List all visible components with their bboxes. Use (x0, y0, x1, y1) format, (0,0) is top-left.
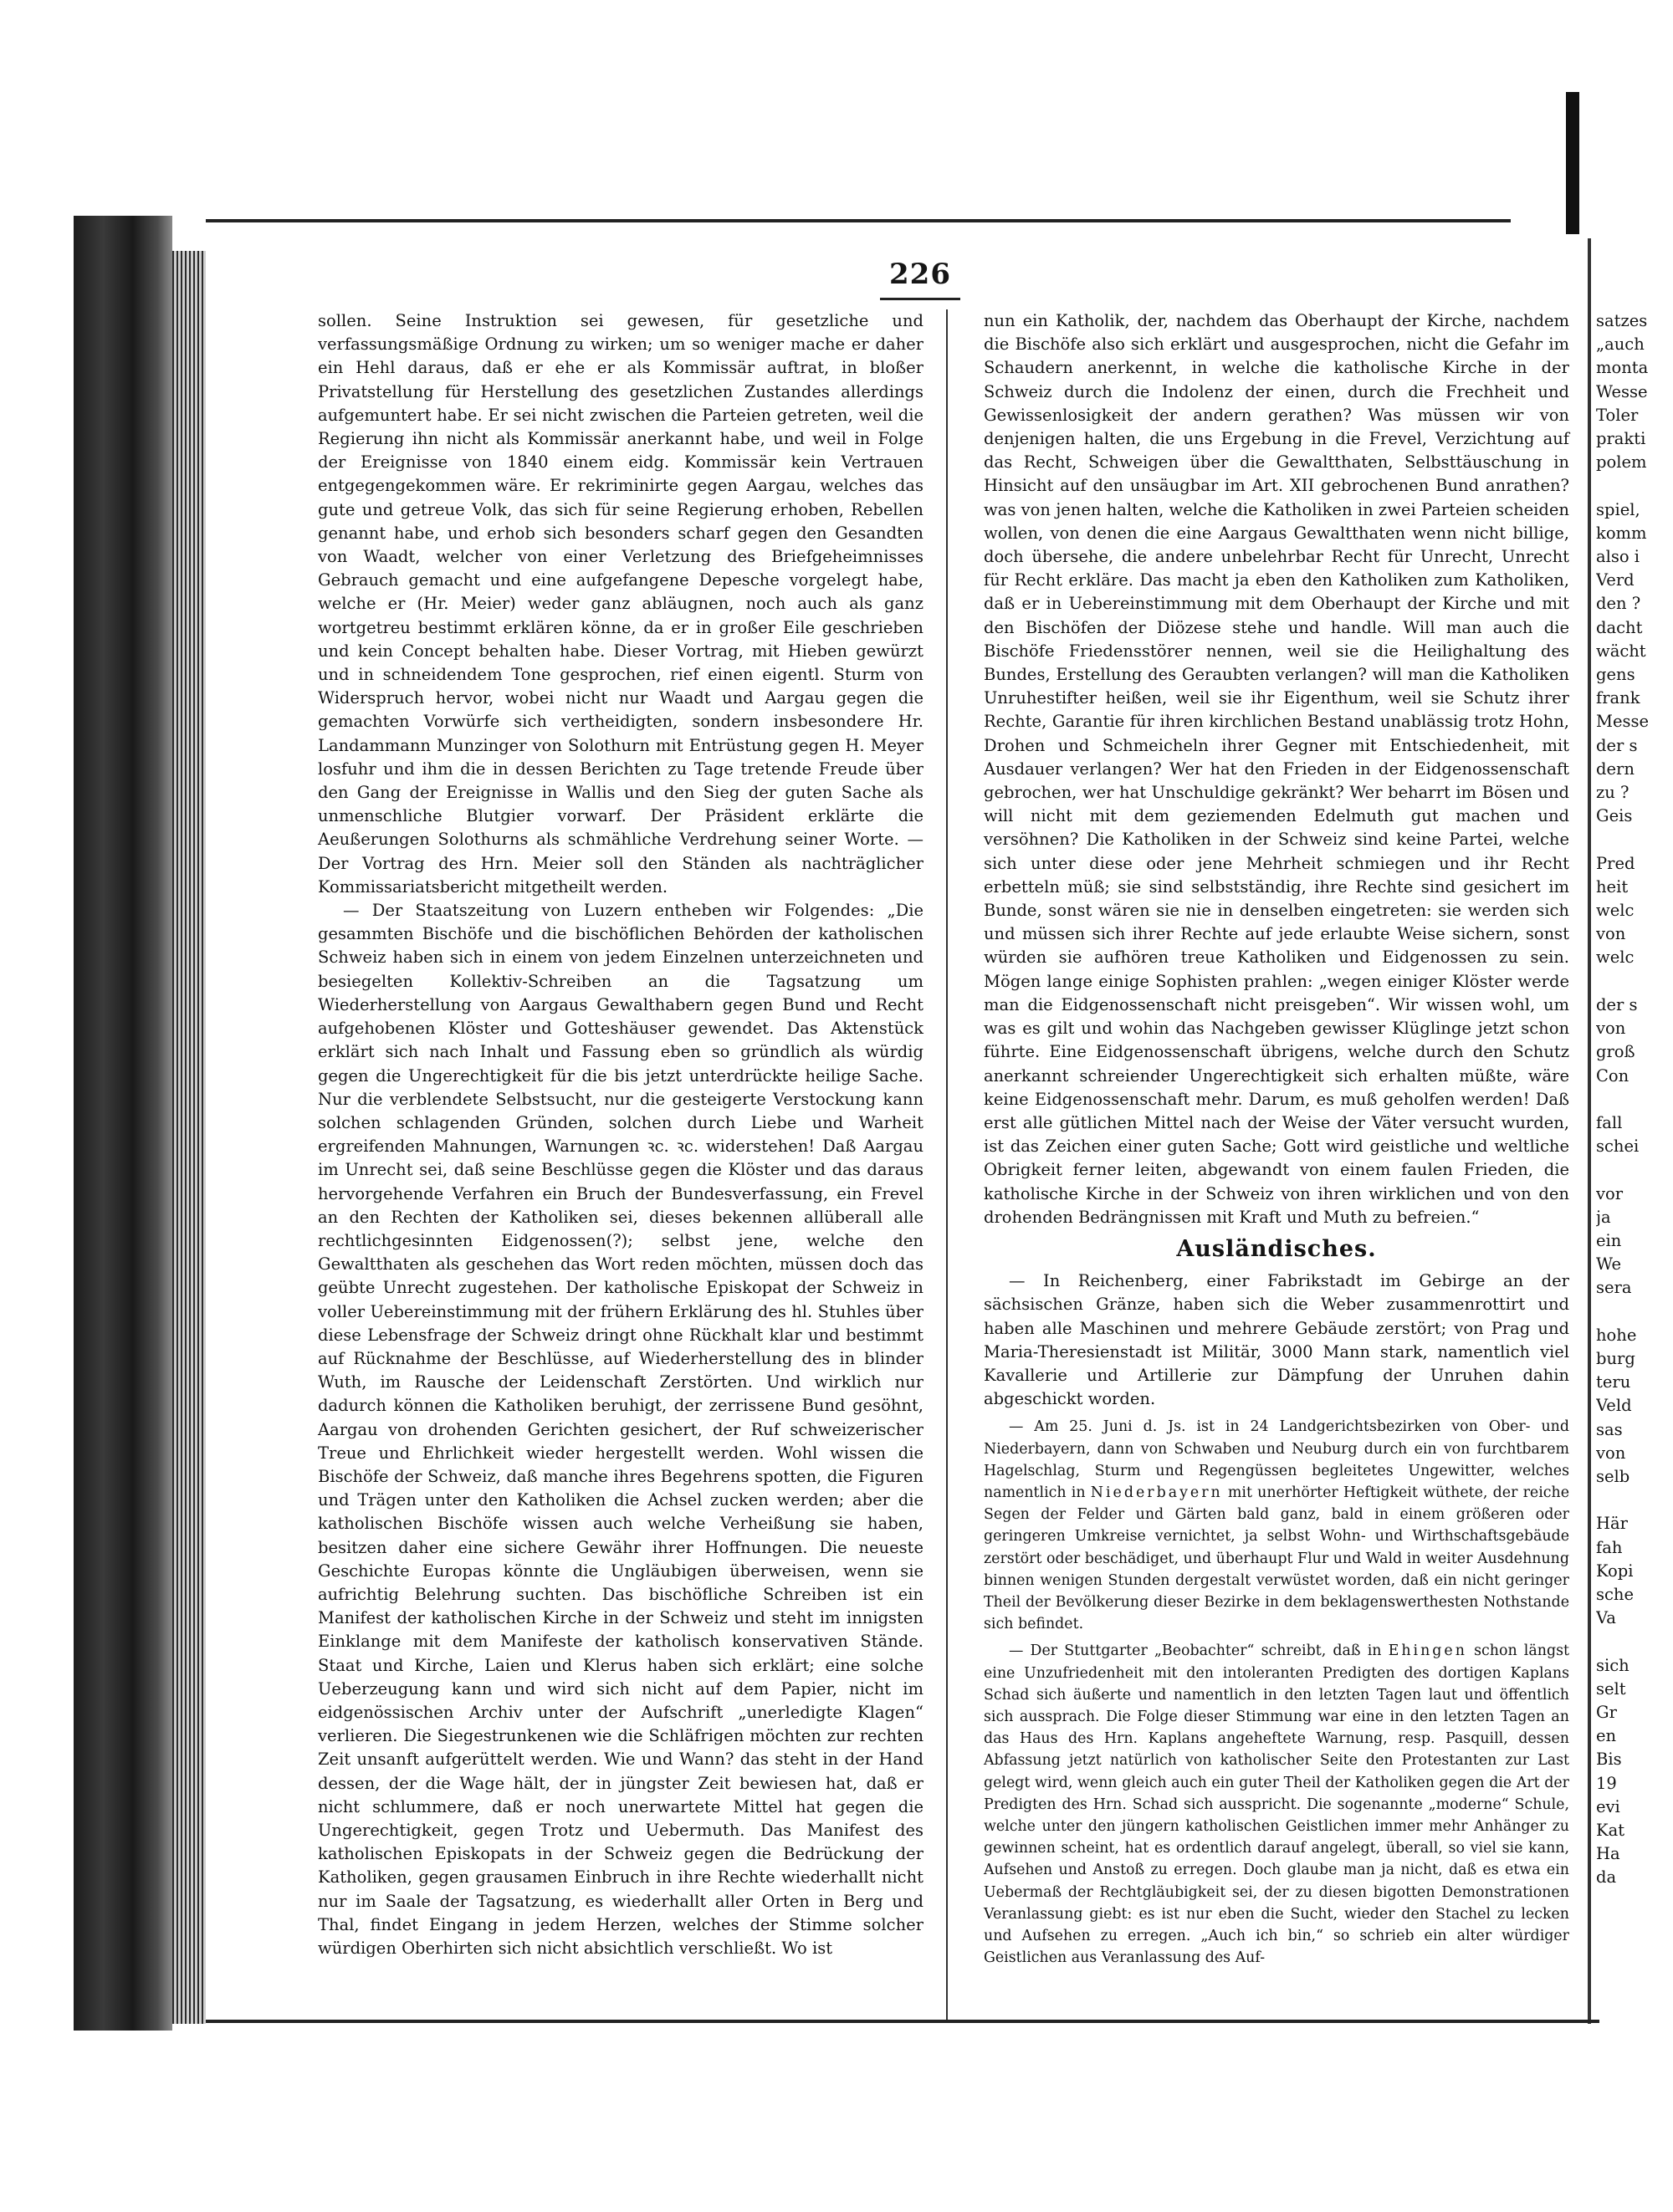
fragment-line: Ha (1596, 1844, 1620, 1864)
fragment-line (1596, 828, 1671, 851)
fragment-line: Con (1596, 1065, 1630, 1086)
bottom-rule (206, 2020, 1599, 2023)
text-run-spaced: Niederbayern (1090, 1484, 1223, 1501)
fragment-line (1596, 970, 1671, 994)
fragment-line: Kopi (1596, 1561, 1634, 1581)
fragment-line: en (1596, 1726, 1617, 1746)
paragraph: — In Reichenberg, einer Fabrikstadt im Gebirge an der sächsischen Gränze, haben sich die Weber zusammenrottirt und haben alle Maschinen und mehrere Gebäude zerstört; von Prag und Maria-Theresienstadt ist Militär, 3000 Mann stark, namentlich viel Kavallerie und Artillerie zur Dämpfung der Unruhen dahin abgeschickt worden. (984, 1271, 1569, 1409)
fragment-line: We (1596, 1254, 1621, 1275)
fragment-line: gens (1596, 665, 1635, 685)
text-run: — Der Stuttgarter „Beobachter“ schreibt, daß in (1009, 1642, 1382, 1660)
text-run: — Am 25. Juni d. Js. ist in 24 Landgerichtsbezirken von Ober- und Niederbayern, dann von Schwaben und Neuburg durch ein von furchtbarem Hagelschlag, Sturm und Regengüssen begleitetes Ungewitter, welches namentlich in (984, 1418, 1569, 1501)
fragment-line: polem (1596, 452, 1647, 473)
fragment-line: prakti (1596, 429, 1646, 449)
left-column (318, 309, 923, 1960)
fragment-line: ja (1596, 1207, 1611, 1227)
fragment-line: von (1596, 1443, 1626, 1463)
fragment-line: frank (1596, 688, 1640, 708)
fragment-line: monta (1596, 358, 1649, 378)
fragment-line: sich (1596, 1655, 1630, 1675)
fragment-line: Veld (1596, 1396, 1632, 1416)
fragment-line: evi (1596, 1796, 1620, 1816)
page-number-underline (880, 298, 960, 300)
fragment-line: zu ? (1596, 783, 1630, 803)
fragment-line: also i (1596, 547, 1640, 567)
fragment-line: groß (1596, 1042, 1635, 1062)
fragment-line: vor (1596, 1183, 1624, 1203)
fragment-line: „auch (1596, 335, 1645, 355)
fragment-line: schei (1596, 1137, 1640, 1157)
fragment-line: ein (1596, 1230, 1622, 1250)
fragment-line: Toler (1596, 405, 1639, 425)
fragment-line: spiel, (1596, 499, 1640, 519)
top-rule (206, 219, 1511, 222)
fragment-line: komm (1596, 523, 1647, 543)
paragraph: nun ein Katholik, der, nachdem das Oberhaupt der Kirche, nachdem die Bischöfe also sich erklärt und ausgesprochen, nicht die Gefahr im Schaudern anerkennt, in welche die katholische Kirche in der Schweiz durch die Indolenz der einen, durch die Frechheit und Gewissenlosigkeit der andern gerathen? Was müssen wir von denjenigen halten, die uns Ergebung in die Frevel, Verzichtung auf das Recht, Schweigen über die Gewaltthaten, Selbsttäuschung in Hinsicht auf den unsäugbar im Art. XII gebrochenen Bund anrathen? was von jenen halten, welche die Katholiken in zwei Parteien scheiden wollen, von denen die eine Aargaus Gewaltthaten wenn nicht billige, doch übersehe, die andere unbelehrbar Recht für Unrecht, Unrecht für Recht erkläre. Das macht ja eben den Katholiken zum Katholiken, daß er in Uebereinstimmung mit dem Oberhaupt der Kirche und mit den Bischöfen der Diözese stehe und handle. Will man auch die Bischöfe Friedensstörer nennen, weil sie die Heilighaltung des Bundes, Erstellung des Geraubten verlangen? will man die Katholiken Unruhestifter heißen, weil sie ihr Eigenthum, weil sie Schutz ihrer Rechte, Garantie für ihren kirchlichen Bestand unablässig trotz Hohn, Drohen und Schmeicheln ihrer Gegner mit Entschiedenheit, mit Ausdauer verlangen? Wer hat den Frieden in der Eidgenossenschaft gebrochen, wer hat Unschuldige gekränkt? Wer beharrt im Bösen und will nicht mit dem geziemenden Edelmuth gut machen und versöhnen? Die Katholiken in der Schweiz sind keine Partei, welche sich unter diese oder jene Mehrheit schmiegen und ihr Recht erbetteln müß; sie sind selbstständig, ihre Rechte sind gesichert im Bunde, sonst wären sie nie in denselben eingetreten: sie werden sich und müssen sich ihrer Rechte auf jede erlaubte Weise sichern, sonst würden sie aufhören treue Katholiken und Eidgenossen zu sein. Mögen lange einige Sophisten prahlen: „wegen einiger Klöster werde man die Eidgenossenschaft nicht preisgeben“. Wir wissen wohl, um was es gilt und wohin das Nachgeben gewisser Klüglinge jetzt schon führte. Eine Eidgenossenschaft übrigens, welche durch den Schutz anerkannt schreiender Ungerechtigkeit sich erhalten müßte, wäre keine Eidgenossenschaft mehr. Darum, es muß geholfen werden! Daß erst alle gütlichen Mittel nach der Weise der Väter versucht wurden, ist das Zeichen einer guten Sache; Gott wird geistliche und weltliche Obrigkeit ferner leiten, abgewandt von einem faulen Frieden, die katholische Kirche in der Schweiz von ihren wirklichen und von den drohenden Bedrängnissen mit Kraft und Muth zu befreien.“ (984, 311, 1569, 1227)
fragment-line: selt (1596, 1678, 1626, 1699)
fragment-line: Kat (1596, 1821, 1625, 1840)
fragment-line (1596, 1489, 1671, 1512)
paragraph: sollen. Seine Instruktion sei gewesen, für gesetzliche und verfassungsmäßige Ordnung zu wirken; um so weniger mache er daher ein Hehl daraus, daß er ehe er als Kommissär auftrat, in bloßer Privatstellung für Herstellung des gesetzlichen Zustandes allerdings aufgemuntert habe. Er sei nicht zwischen die Parteien getreten, weil die Regierung ihn nicht als Kommissär anerkannt habe, und weil in Folge der Ereignisse von 1840 einem eidg. Kommissär kein Vertrauen entgegengekommen wäre. Er rekriminirte gegen Aargau, welches das gute und getreue Volk, das sich für seine Regierung erhoben, Rebellen genannt habe, und erhob sich besonders scharf gegen den Gesandten von Waadt, welcher von einer Verletzung des Briefgeheimnisses Gebrauch gemacht und eine aufgefangene Depesche vorgelegt habe, welche er (Hr. Meier) weder ganz abläugnen, noch auch als ganz wortgetreu bestimmt erklären könne, da er in großer Eile geschrieben und kein Concept behalten habe. Dieser Vortrag, mit Hieben gewürzt und in schneidendem Tone gesprochen, rief einen eigentl. Sturm von Widerspruch hervor, wobei nicht nur Waadt und Aargau gegen die gemachten Vorwürfe sich vertheidigten, sondern insbesondere Hr. Landammann Munzinger von Solothurn mit Entrüstung gegen H. Meyer losfuhr und ihm die in dessen Berichten zu Tage tretende Freude über den Gang der Ereignisse in Wallis und den Sieg der guten Sache als unmenschliche Blutgier vorwarf. Der Präsident erklärte die Aeußerungen Solothurns als schmähliche Verdrehung seiner Worte. — Der Vortrag des Hrn. Meier soll den Ständen als nachträglicher Kommissariatsbericht mitgetheilt werden. (318, 311, 923, 897)
paragraph: — Der Staatszeitung von Luzern entheben wir Folgendes: „Die gesammten Bischöfe und die bischöflichen Behörden der katholischen Schweiz haben sich in einem von jedem Einzelnen unterzeichneten und besiegelten Kollektiv-Schreiben an die Tagsatzung um Wiederherstellung von Aargaus Gewalthabern gegen Bund und Recht aufgehobenen Klöster und Gotteshäuser gewendet. Das Aktenstück erklärt sich nach Inhalt und Fassung eben so gründlich als würdig gegen die Ungerechtigkeit für die bis jetzt unterdrückte heilige Sache. Nur die verblendete Selbstsucht, nur die gesteigerte Verstockung kann solchen schlagenden Gründen, solchen durch Liebe und Warheit ergreifenden Mahnungen, Warnungen ꝛc. ꝛc. widerstehen! Daß Aargau im Unrecht sei, daß seine Beschlüsse gegen die Klöster und das daraus hervorgehende Verfahren ein Bruch der Bundesverfassung, ein Frevel an den Rechten der Katholiken sei, dieses bekennen allüberall alle rechtlichgesinnten Eidgenossen(?); selbst jene, welche den Gewaltthaten als geschehen das Wort reden möchten, müssen doch das geübte Unrecht zugestehen. Der katholische Episkopat der Schweiz in voller Uebereinstimmung mit der frühern Erklärung des hl. Stuhles über diese Lebensfrage der Schweiz dringt ohne Rückhalt klar und bestimmt auf Rücknahme der Beschlüsse, auf Wiederherstellung des in blinder Wuth, im Rausche der Leidenschaft Zerstörten. Und wirklich nur dadurch können die Katholiken beruhigt, der zerrissene Bund gesöhnt, Aargau von drohenden Gerichten gesichert, der Ruf schweizerischer Treue und Ehrlichkeit wieder hergestellt werden. Wohl wissen die Bischöfe der Schweiz, daß manche ihres Begehrens spotten, die Figuren und Trägen unter den Katholiken die Achsel zucken werden; aber die katholischen Bischöfe wissen auch welche Verheißung sie haben, besitzen daher eine sichere Gewähr ihrer Hoffnungen. Die neueste Geschichte Europas könnte die Ungläubigen überweisen, wenn sie aufrichtig Belehrung suchten. Das bischöfliche Schreiben ist ein Manifest der katholischen Kirche in der Schweiz und steht im innigsten Einklange mit dem Manifeste der katholisch konservativen Stände. Staat und Kirche, Laien und Klerus haben sich erklärt; eine solche Ueberzeugung kann und wird sich nicht auf dem Papier, nicht im eidgenössischen Archiv unter der Aufschrift „unerledigte Klagen“ verlieren. Die Siegestrunkenen wie die Schläfrigen möchten zur rechten Zeit unsanft aufgerüttelt werden. Wie und Wann? das steht in der Hand dessen, der die Wage hält, der in jüngster Zeit bewiesen hat, daß er nicht schlummere, daß er noch unerwartete Mittel hat gegen die Ungerechtigkeit, gegen Trotz und Uebermuth. Das Manifest des katholischen Episkopats in der Schweiz gegen die Bedrückung der Katholiken, gegen grausamen Einbruch in ihre Rechte wiederhallt nicht nur im Saale der Tagsatzung, es wiederhallt aller Orten in Berg und Thal, findet Eingang in jedem Herzen, welches der Stimme solcher würdigen Oberhirten sich nicht absichtlich verschließt. Wo ist (318, 901, 923, 1959)
fragment-line: Bis (1596, 1750, 1622, 1770)
book-gutter (74, 216, 172, 2031)
facing-page-fragment (1596, 309, 1671, 2015)
column-divider (946, 309, 948, 2020)
fragment-line: Gr (1596, 1702, 1617, 1722)
fragment-line: teru (1596, 1372, 1631, 1392)
fragment-line: Pred (1596, 853, 1635, 873)
page-edge (1588, 238, 1591, 2024)
fragment-line (1596, 1088, 1671, 1111)
fragment-line: Wesse (1596, 381, 1648, 401)
paragraph (984, 1416, 1569, 1635)
fragment-line: Här (1596, 1514, 1628, 1534)
fragment-line: den ? (1596, 594, 1641, 614)
fragment-line: fall (1596, 1112, 1623, 1132)
text-run: schon längst eine Unzufriedenheit mit den intoleranten Predigten des dortigen Kaplans Schad sich äußerte und namentlich in den letzten Tagen laut und öffentlich sich aussprach. Die Folge dieser Stimmung war eine in den letzten Tagen an das Haus des Hrn. Kaplans angeheftete Warnung, resp. Pasquill, dessen Abfassung jetzt natürlich von katholischer Seite den Protestanten zur Last gelegt wird, wenn gleich auch ein guter Theil der Katholiken gegen die Art der Predigten des Hrn. Schad sich ausspricht. Die sogenannte „moderne“ Schule, welche unter den jüngern katholischen Geistlichen immer mehr Anhänger zu gewinnen scheint, hat es ordentlich darauf angelegt, überall, so viel sie kann, Aufsehen und Anstoß zu erregen. Doch glaube man ja nicht, daß es etwa ein Uebermaß der Rechtgläubigkeit sei, der zu diesen bigotten Demonstrationen Veranlassung giebt: es ist nur eben die Sucht, wieder den Stachel zu lecken und Aufsehen zu erregen. „Auch ich bin,“ so schrieb ein alter würdiger Geistlichen aus Veranlassung des Auf- (984, 1642, 1569, 1967)
fragment-line: der s (1596, 994, 1638, 1014)
fragment-line: von (1596, 1019, 1626, 1039)
fragment-line (1596, 474, 1671, 498)
fragment-line: sche (1596, 1584, 1635, 1604)
right-column (984, 309, 1569, 1969)
facing-page-bar (1566, 92, 1579, 234)
fragment-line: der s (1596, 735, 1638, 755)
fragment-line: Va (1596, 1608, 1616, 1628)
fragment-line: dacht (1596, 617, 1643, 637)
fragment-line: sas (1596, 1419, 1623, 1439)
fragment-line: da (1596, 1867, 1617, 1888)
fragment-line: wächt (1596, 641, 1646, 661)
page-stack-edge (172, 251, 206, 2024)
fragment-line: selb (1596, 1466, 1630, 1486)
page-number: 226 (889, 258, 951, 291)
fragment-line: burg (1596, 1348, 1635, 1368)
fragment-line: welc (1596, 901, 1635, 921)
fragment-line: Geis (1596, 806, 1633, 826)
paragraph (984, 1640, 1569, 1969)
section-heading: Ausländisches. (1176, 1235, 1377, 1262)
fragment-line: sera (1596, 1278, 1632, 1298)
fragment-line: Messe (1596, 712, 1650, 732)
fragment-line: heit (1596, 876, 1629, 897)
text-run: mit unerhörter Heftigkeit wüthete, der reiche Segen der Felder und Gärten bald ganz, bald in einem größeren oder geringeren Umkreise vernichtet, ja selbst Wohn- und Wirthschaftsgebäude zerstört oder beschädiget, und überhaupt Flur und Wald in weiter Ausdehnung binnen wenigen Stunden dergestalt verwüstet worden, daß ein nicht geringer Theil der Bevölkerung dieser Bezirke in dem beklagenswerthesten Nothstande sich befindet. (984, 1484, 1569, 1633)
fragment-line: hohe (1596, 1325, 1637, 1345)
fragment-line: 19 (1596, 1773, 1617, 1793)
fragment-line: Verd (1596, 570, 1635, 590)
fragment-line: dern (1596, 759, 1635, 779)
fragment-line (1596, 1300, 1671, 1324)
text-run-spaced: Ehingen (1388, 1642, 1467, 1660)
fragment-line: satzes (1596, 311, 1648, 330)
fragment-line (1596, 1630, 1671, 1653)
fragment-line: von (1596, 924, 1626, 944)
fragment-line: welc (1596, 948, 1635, 968)
fragment-line (1596, 1158, 1671, 1182)
fragment-line: fah (1596, 1537, 1623, 1557)
